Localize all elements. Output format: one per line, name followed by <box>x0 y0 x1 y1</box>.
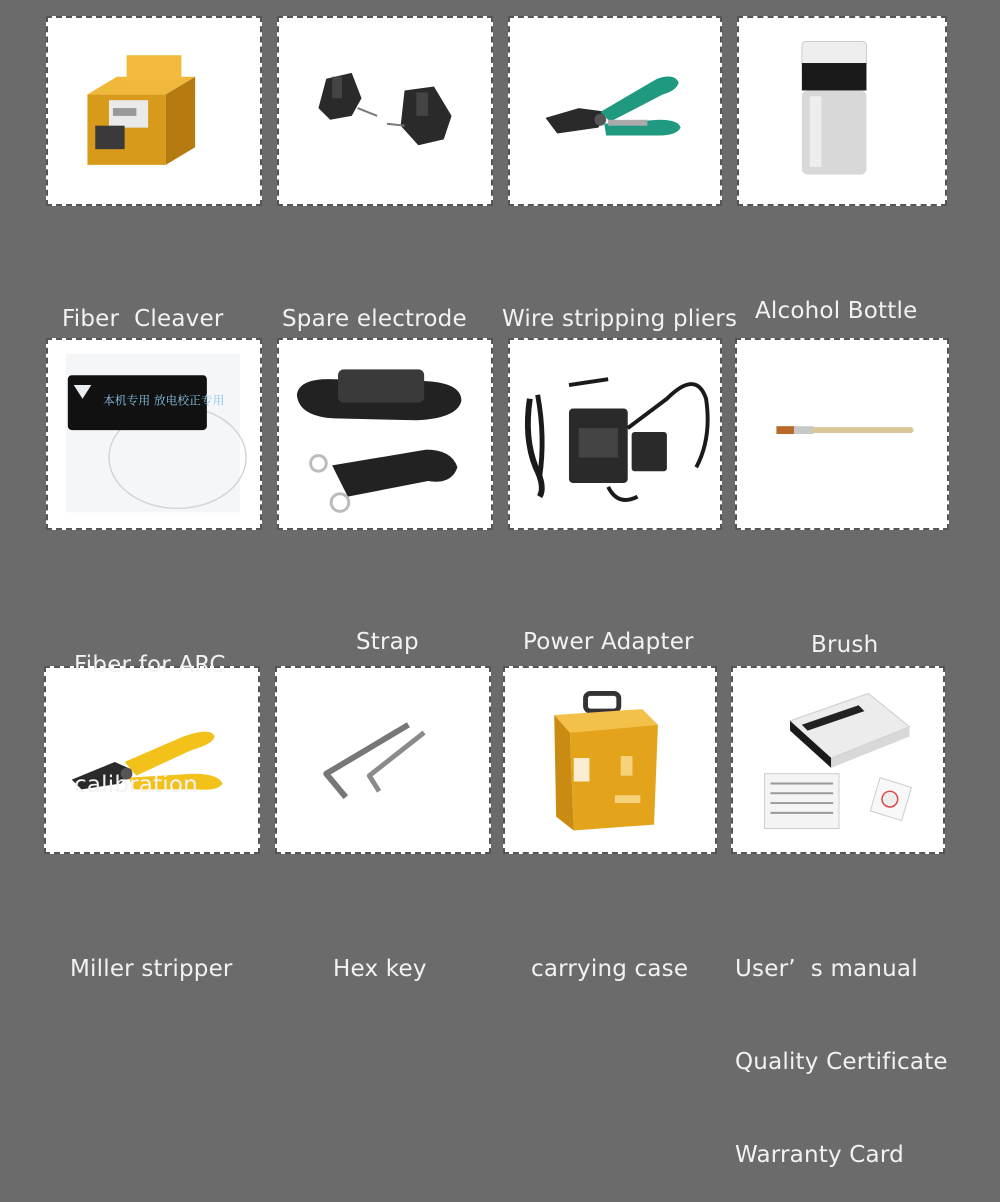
hex-key-card <box>275 666 491 854</box>
strap-label: Strap <box>356 629 419 655</box>
strap-icon <box>279 340 491 528</box>
fiber-cleaver-card <box>46 16 262 206</box>
alcohol-bottle-icon <box>739 18 945 204</box>
brush-icon <box>737 340 947 528</box>
spare-electrode-label: Spare electrode <box>282 306 467 332</box>
manual-card <box>731 666 945 854</box>
carrying-case-icon <box>505 668 715 852</box>
fiber-cleaver-label: Fiber Cleaver <box>62 306 224 332</box>
wire-stripping-pliers-card <box>508 16 722 206</box>
spare-electrode-card <box>277 16 493 206</box>
strap-card <box>277 338 493 530</box>
fiber-cleaver-icon <box>48 18 260 204</box>
fiber-arc-card <box>46 338 262 530</box>
power-adapter-label: Power Adapter <box>523 629 694 655</box>
arc-package-text: 本机专用 放电校正专用 <box>103 393 225 408</box>
hex-key-icon <box>277 668 489 852</box>
hex-key-label: Hex key <box>333 956 427 982</box>
fiber-arc-icon <box>48 340 260 528</box>
spare-electrode-icon <box>279 18 491 204</box>
fiber-arc-label: Fiber for ARC calibration <box>74 652 226 798</box>
miller-stripper-label: Miller stripper <box>70 956 233 982</box>
wire-stripping-pliers-label: Wire stripping pliers <box>502 306 738 332</box>
carrying-case-card <box>503 666 717 854</box>
manual-icon <box>733 668 943 852</box>
alcohol-bottle-label: Alcohol Bottle <box>755 298 918 324</box>
brush-label: Brush <box>811 632 879 658</box>
wire-stripping-pliers-icon <box>510 18 720 204</box>
carrying-case-label: carrying case <box>531 956 689 982</box>
alcohol-bottle-card <box>737 16 947 206</box>
power-adapter-card <box>508 338 722 530</box>
power-adapter-icon <box>510 340 720 528</box>
manual-label: User’ s manual Quality Certificate Warranty Card <box>735 956 948 1168</box>
brush-card <box>735 338 949 530</box>
